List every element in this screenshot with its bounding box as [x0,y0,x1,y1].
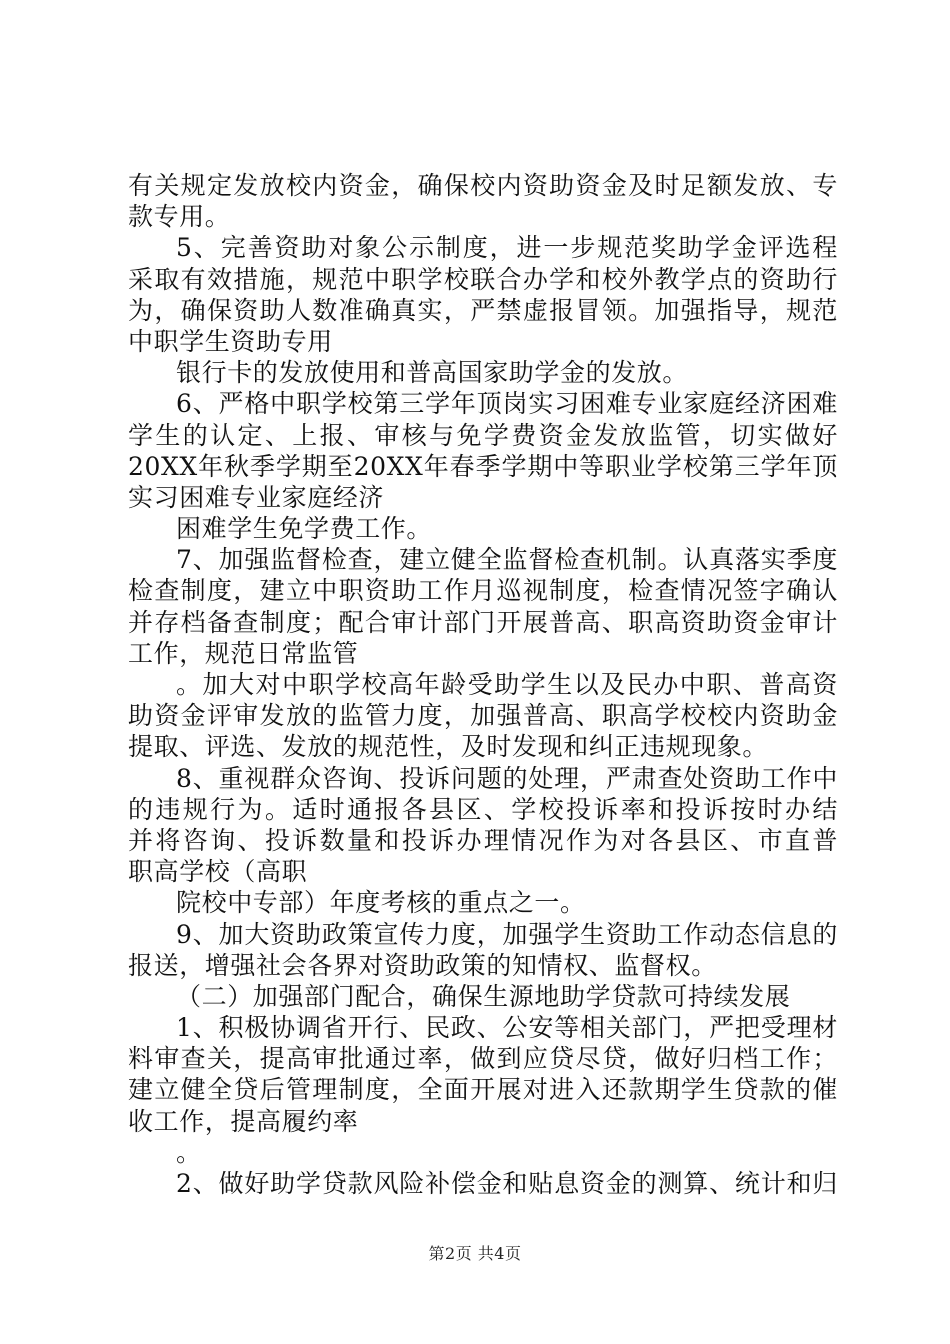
text-line: 助资金评审发放的监管力度，加强普高、职高学校校内资助金 [128,701,838,731]
text-line: 提取、评选、发放的规范性，及时发现和纠正违规现象。 [128,732,769,762]
text-line: 7、加强监督检查，建立健全监督检查机制。认真落实季度 [176,545,838,575]
text-line: 职高学校（高职 [128,857,308,887]
text-line: 有关规定发放校内资金，确保校内资助资金及时足额发放、专 [128,171,838,200]
text-line: 5、完善资助对象公示制度，进一步规范奖助学金评选程 [176,233,838,263]
text-line: 收工作，提高履约率 [128,1106,359,1136]
text-line: 料审查关，提高审批通过率，做到应贷尽贷，做好归档工作； [128,1044,838,1074]
text-line: 采取有效措施，规范中职学校联合办学和校外教学点的资助行 [128,264,838,294]
text-line: （二）加强部门配合，确保生源地助学贷款可持续发展 [176,981,791,1011]
document-body [128,170,838,1199]
text-line: 1、积极协调省开行、民政、公安等相关部门，严把受理材 [176,1013,838,1043]
text-line: 款专用。 [128,202,231,232]
text-line: 报送，增强社会各界对资助政策的知情权、监督权。 [128,950,717,980]
text-line: 并将咨询、投诉数量和投诉办理情况作为对各县区、市直普 [128,825,838,855]
text-line: 。 [176,1137,202,1167]
text-line: 院校中专部）年度考核的重点之一。 [176,888,586,918]
text-line: 学生的认定、上报、审核与免学费资金发放监管，切实做好 [128,420,838,450]
text-line: 中职学生资助专用 [128,326,333,356]
text-line: 困难学生免学费工作。 [176,514,433,544]
text-line: 检查制度，建立中职资助工作月巡视制度，检查情况签字确认 [128,576,838,606]
text-line: 。加大对中职学校高年龄受助学生以及民办中职、普高资 [176,670,838,699]
text-line: 8、重视群众咨询、投诉问题的处理，严肃查处资助工作中 [176,763,838,793]
text-line: 9、加大资助政策宣传力度，加强学生资助工作动态信息的 [176,919,838,949]
text-line: 工作，规范日常监管 [128,638,359,668]
text-line: 2、做好助学贷款风险补偿金和贴息资金的测算、统计和归 [176,1169,838,1198]
text-line: 的违规行为。适时通报各县区、学校投诉率和投诉按时办结 [128,794,838,824]
text-line: 并存档备查制度；配合审计部门开展普高、职高资助资金审计 [128,607,838,637]
text-line: 6、严格中职学校第三学年顶岗实习困难专业家庭经济困难 [176,389,838,419]
text-line: 银行卡的发放使用和普高国家助学金的发放。 [176,358,689,388]
page-footer: 第2页 共4页 [428,1244,522,1263]
text-line: 为，确保资助人数准确真实，严禁虚报冒领。加强指导，规范 [128,295,838,325]
text-line: 实习困难专业家庭经济 [128,482,385,512]
text-line: 20XX年秋季学期至20XX年春季学期中等职业学校第三学年顶 [128,451,838,481]
text-line: 建立健全贷后管理制度，全面开展对进入还款期学生贷款的催 [128,1075,838,1105]
